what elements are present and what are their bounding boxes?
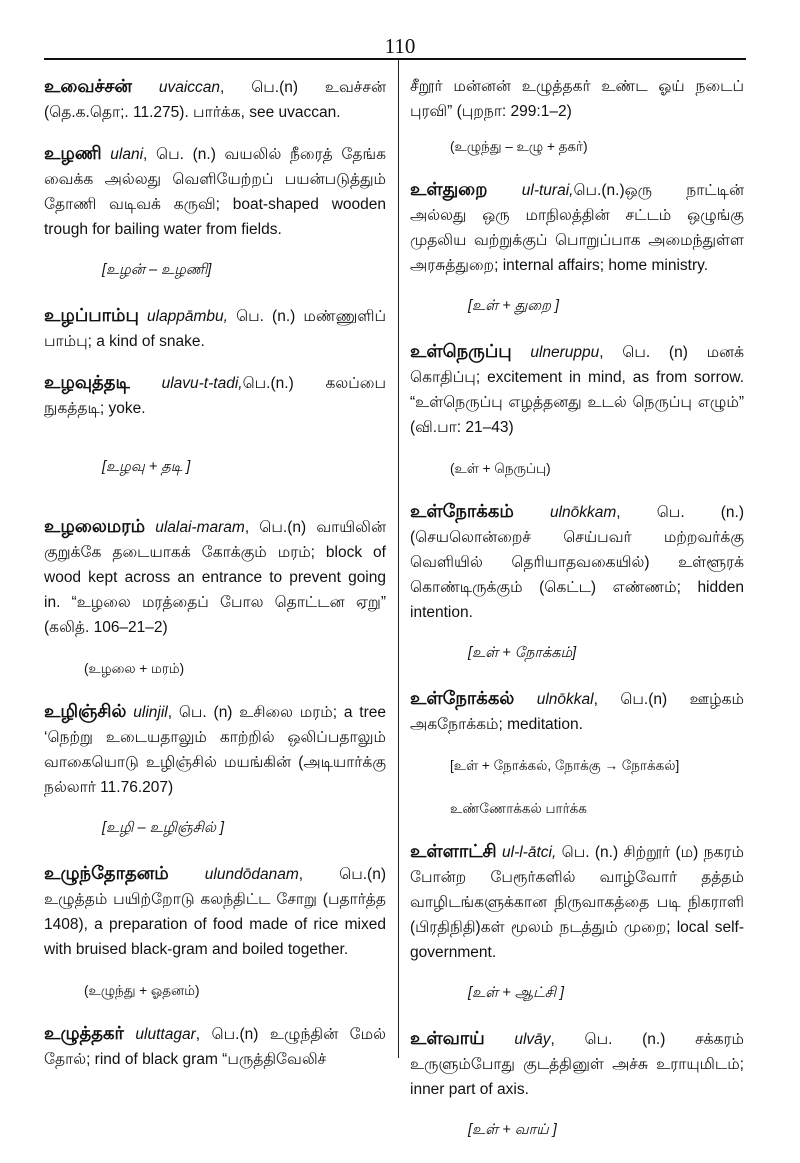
transliteration: ul-l-ātci, [502,844,557,861]
headword: உள்துறை [410,179,488,199]
dictionary-entry [410,1026,744,1102]
dictionary-entry [44,370,386,421]
transliteration: ulvāy [514,1031,551,1048]
definition: , பெ. (n.) சக்கரம் உருளும்போது குடத்தினுள் அச்சு உராயுமிடம்; inner part of axis. [410,1031,744,1098]
headword: உள்நெருப்பு [410,341,512,361]
dictionary-entry [410,177,744,278]
dictionary-entry [44,514,386,640]
definition: , பெ.(n) உவச்சன் (தெ.க.தொ;. 11.275). பார்க்க, see uvaccan. [44,79,386,121]
transliteration: ulnōkkam [549,504,617,521]
headword: உள்ளாட்சி [410,841,497,861]
transliteration: ulavu-t-tadi, [161,375,243,392]
etymology: (உழுந்து – உழு + தகர்) [450,139,588,154]
etymology: [உள் + நோக்கம்] [468,645,577,661]
headword: உழிஞ்சில் [44,701,127,721]
headword: உழணி [44,143,102,163]
dictionary-entry [44,1021,386,1072]
dictionary-entry [44,141,386,242]
headword: உழவுத்தடி [44,372,130,392]
page-number: 110 [384,34,416,58]
transliteration: ulundōdanam [204,866,299,883]
headword: உழுந்தோதனம் [44,863,169,883]
definition: , பெ.(n) ஊழ்கம் அகநோக்கம்; meditation. [410,691,744,733]
etymology: (உழுந்து + ஓதனம்) [84,983,200,998]
transliteration: ulappāmbu, [146,308,228,325]
transliteration: ulneruppu [530,344,600,361]
headword: உழுத்தகர் [44,1023,124,1043]
transliteration: ulalai-maram [155,519,245,536]
etymology: [உழன் – உழணி] [102,262,212,278]
etymology: [உள் + ஆட்சி ] [468,985,565,1001]
headword: உள்வாய் [410,1028,485,1048]
transliteration: uluttagar [135,1026,196,1043]
headword: உவைச்சன் [44,76,132,96]
dictionary-entry [44,861,386,962]
definition: , பெ. (n.) வயலில் நீரைத் தேங்க வைக்க அல்லது வெளியேற்றப் பயன்படுத்தும் தோணி வடிவக் கருவி; boat-shaped wooden trough for bailing water from fields. [44,146,386,238]
etymology: (உழலை + மரம்) [84,661,185,676]
etymology: [உழி – உழிஞ்சில் ] [102,820,225,836]
definition: பெ. (n.) சிற்றூர் (ம) நகரம் போன்ற பேரூர்களில் வாழ்வோர் தத்தம் வாழிடங்களுக்கான நிருவாகத்தை படி நிகராளி (பிரதிநிதி)கள் மூலம் நடத்தும் முறை; local self-government. [410,844,744,961]
transliteration: uvaiccan [158,79,221,96]
right-column [410,74,744,1163]
left-column [44,74,386,1088]
transliteration: ulani [110,146,144,163]
cross-reference: உண்ணோக்கல் பார்க்க [450,801,587,816]
headword: உழலைமரம் [44,516,146,536]
etymology: (உள் + நெருப்பு) [450,461,551,476]
definition: , பெ. (n) மனக் கொதிப்பு; excitement in mind, as from sorrow. “உள்நெருப்பு எழத்தனது உடல் நெருப்பு எழும்” (வி.பா: 21–43) [410,344,744,436]
etymology: [உள் + துறை ] [468,298,560,314]
dictionary-entry [44,699,386,800]
dictionary-entry [410,839,744,965]
etymology: [உள் + நோக்கல், நோக்கு → நோக்கல்] [450,758,680,773]
column-divider [398,60,399,1058]
dictionary-entry [410,339,744,440]
dictionary-entry [44,74,386,125]
definition: பெ.(n.)ஒரு நாட்டின் அல்லது ஒரு மாநிலத்தின் சட்டம் ஒழுங்கு முதலிய வற்றுக்குப் பொறுப்பாக அமைந்துள்ள அரசுத்துறை; internal affairs; home ministry. [410,182,744,274]
transliteration: ulinjil [133,704,168,721]
dictionary-entry [44,303,386,354]
definition: , பெ.(n) உழுத்தம் பயிற்றோடு கலந்திட்ட சோறு (பதார்த்த 1408), a preparation of food made of rice mixed with bruised black-gram and boiled together. [44,866,386,958]
dictionary-entry [410,499,744,625]
definition: பெ. (n.) மண்ணுளிப் பாம்பு; a kind of snake. [44,308,386,350]
dictionary-entry [410,686,744,737]
header-rule [44,58,746,60]
definition: , பெ.(n) வாயிலின் குறுக்கே தடையாகக் கோக்கும் மரம்; block of wood kept across an entrance to prevent going in. “உழலை மரத்தைப் போல தொட்டன ஏறு” (கலித். 106–21–2) [44,519,386,636]
transliteration: ul-turai, [521,182,574,199]
etymology: [உழவு + தடி ] [102,459,191,475]
headword: உழப்பாம்பு [44,305,139,325]
definition: , பெ. (n) உசிலை மரம்; a tree ‘நெற்று உடையதாலும் காற்றில் ஒலிப்பதாலும் வாகையொடு உழிஞ்சில் மயங்கின் (அடியார்க்கு நல்லார் 11.76.207) [44,704,386,796]
entry-continuation: சீறூர் மன்னன் உழுத்தகர் உண்ட ஓய் நடைப் புரவி” (புறநா: 299:1–2) [410,78,744,120]
definition: , பெ.(n) உழுந்தின் மேல் தோல்; rind of black gram “பருத்திவேலிச் [44,1026,386,1068]
etymology: [உள் + வாய் ] [468,1122,557,1138]
transliteration: ulnōkkal [536,691,594,708]
definition: பெ.(n.) கலப்பை நுகத்தடி; yoke. [44,375,387,417]
headword: உள்நோக்கல் [410,688,515,708]
definition: , பெ. (n.) (செயலொன்றைச் செய்பவர் மற்றவர்க்கு வெளியில் தெரியாதவகையில்) உள்ளூரக் கொண்டிருக்கும் (கெட்ட) எண்ணம்; hidden intention. [410,504,744,621]
headword: உள்நோக்கம் [410,501,514,521]
